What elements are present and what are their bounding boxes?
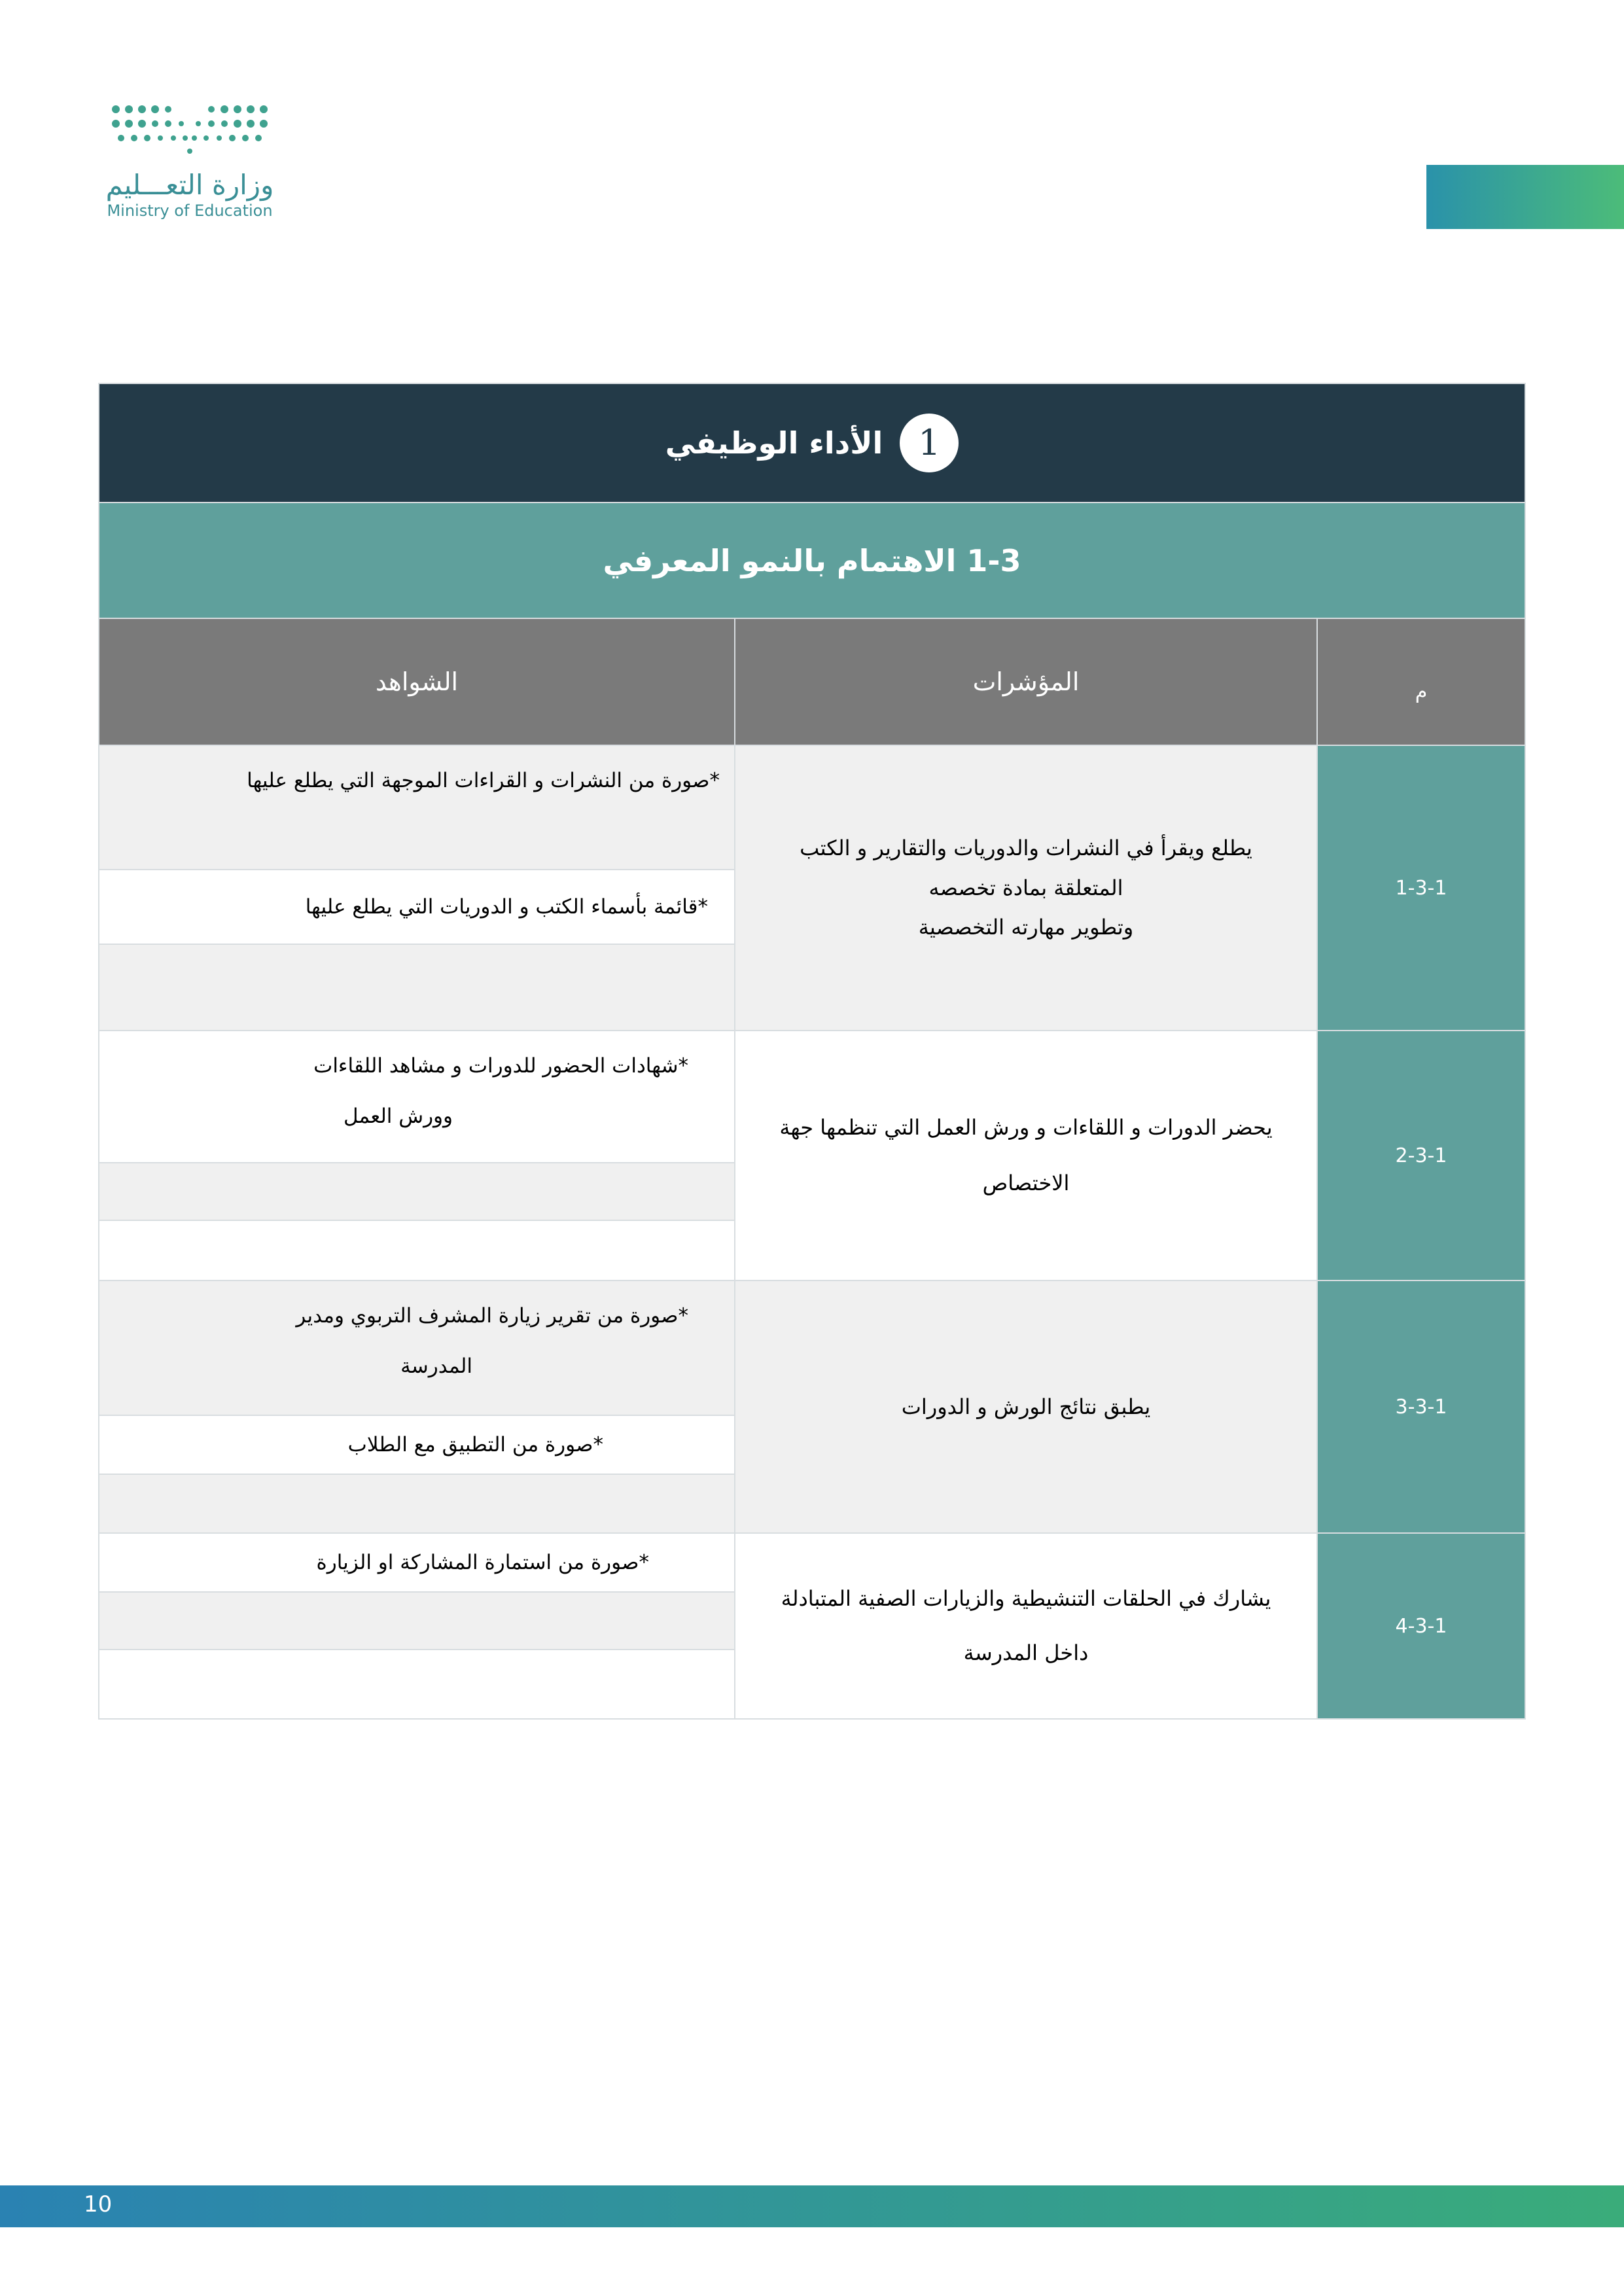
evidence-cell <box>99 1533 735 1592</box>
evidence-text: *صورة من النشرات و القراءات الموجهة التي يطلع عليها <box>247 769 720 792</box>
table-row <box>99 1031 1525 1163</box>
evidence-empty-cell <box>99 944 735 1031</box>
evidence-empty-cell <box>99 1163 735 1220</box>
evidence-text: *صورة من تقرير زيارة المشرف التربوي ومدير <box>296 1304 688 1328</box>
evidence-text: وورش العمل <box>343 1104 453 1128</box>
indicator-cell <box>735 745 1317 1031</box>
table-row <box>99 1280 1525 1415</box>
indicator-cell <box>735 1031 1317 1280</box>
indicator-line: يطلع ويقرأ في النشرات والدوريات والتقارير و الكتب <box>800 835 1252 860</box>
corner-accent-bar <box>1426 165 1624 229</box>
page-number: 10 <box>84 2191 113 2217</box>
evidence-text: *شهادات الحضور للدورات و مشاهد اللقاءات <box>313 1054 688 1078</box>
evidence-cell <box>99 1031 735 1163</box>
indicator-line: المتعلقة بمادة تخصصه <box>928 875 1123 900</box>
column-header-evidence: الشواهد <box>99 618 735 745</box>
indicator-cell <box>735 1280 1317 1533</box>
evidence-text: *صورة من التطبيق مع الطلاب <box>347 1432 603 1457</box>
indicator-line: يطبق نتائج الورش و الدورات <box>901 1394 1151 1419</box>
indicator-line: وتطوير مهارته التخصصية <box>918 915 1134 940</box>
row-number-cell: 1-3-1 <box>1317 745 1525 1031</box>
row-number-cell: 2-3-1 <box>1317 1031 1525 1280</box>
indicator-cell <box>735 1533 1317 1719</box>
evidence-cell <box>99 1280 735 1415</box>
table-row <box>99 745 1525 870</box>
logo-arabic-text: وزارة التعـــليم <box>105 169 274 201</box>
table-row <box>99 1533 1525 1592</box>
logo-english-text: Ministry of Education <box>107 202 273 220</box>
table-title: الأداء الوظيفي <box>665 425 883 461</box>
evidence-cell <box>99 1415 735 1474</box>
evidence-empty-cell <box>99 1592 735 1650</box>
evidence-empty-cell <box>99 1220 735 1280</box>
indicator-line: يشارك في الحلقات التنشيطية والزيارات الصفية المتبادلة <box>781 1586 1271 1612</box>
title-number-badge: 1 <box>900 414 959 472</box>
evidence-empty-cell <box>99 1474 735 1533</box>
evidence-text: *صورة من استمارة المشاركة او الزيارة <box>316 1550 649 1574</box>
indicator-line: يحضر الدورات و اللقاءات و ورش العمل التي تنظمها جهة <box>779 1115 1273 1140</box>
row-number-cell: 3-3-1 <box>1317 1280 1525 1533</box>
column-header-number: م <box>1317 618 1525 745</box>
ministry-logo <box>98 92 288 229</box>
section-subtitle: 1-3 الاهتمام بالنمو المعرفي <box>99 503 1525 618</box>
table-title-cell <box>99 383 1525 503</box>
evidence-cell <box>99 870 735 944</box>
evidence-cell <box>99 745 735 870</box>
logo-dots-icon <box>108 101 272 164</box>
indicator-line: داخل المدرسة <box>963 1640 1089 1665</box>
evidence-text: المدرسة <box>400 1354 472 1378</box>
footer-bar <box>0 2185 1624 2227</box>
row-number-cell: 4-3-1 <box>1317 1533 1525 1719</box>
evidence-empty-cell <box>99 1650 735 1719</box>
evidence-text: *قائمة بأسماء الكتب و الدوريات التي يطلع عليها <box>305 894 708 919</box>
indicator-line: الاختصاص <box>982 1171 1070 1195</box>
indicators-table <box>98 383 1526 1720</box>
column-header-indicators: المؤشرات <box>735 618 1317 745</box>
